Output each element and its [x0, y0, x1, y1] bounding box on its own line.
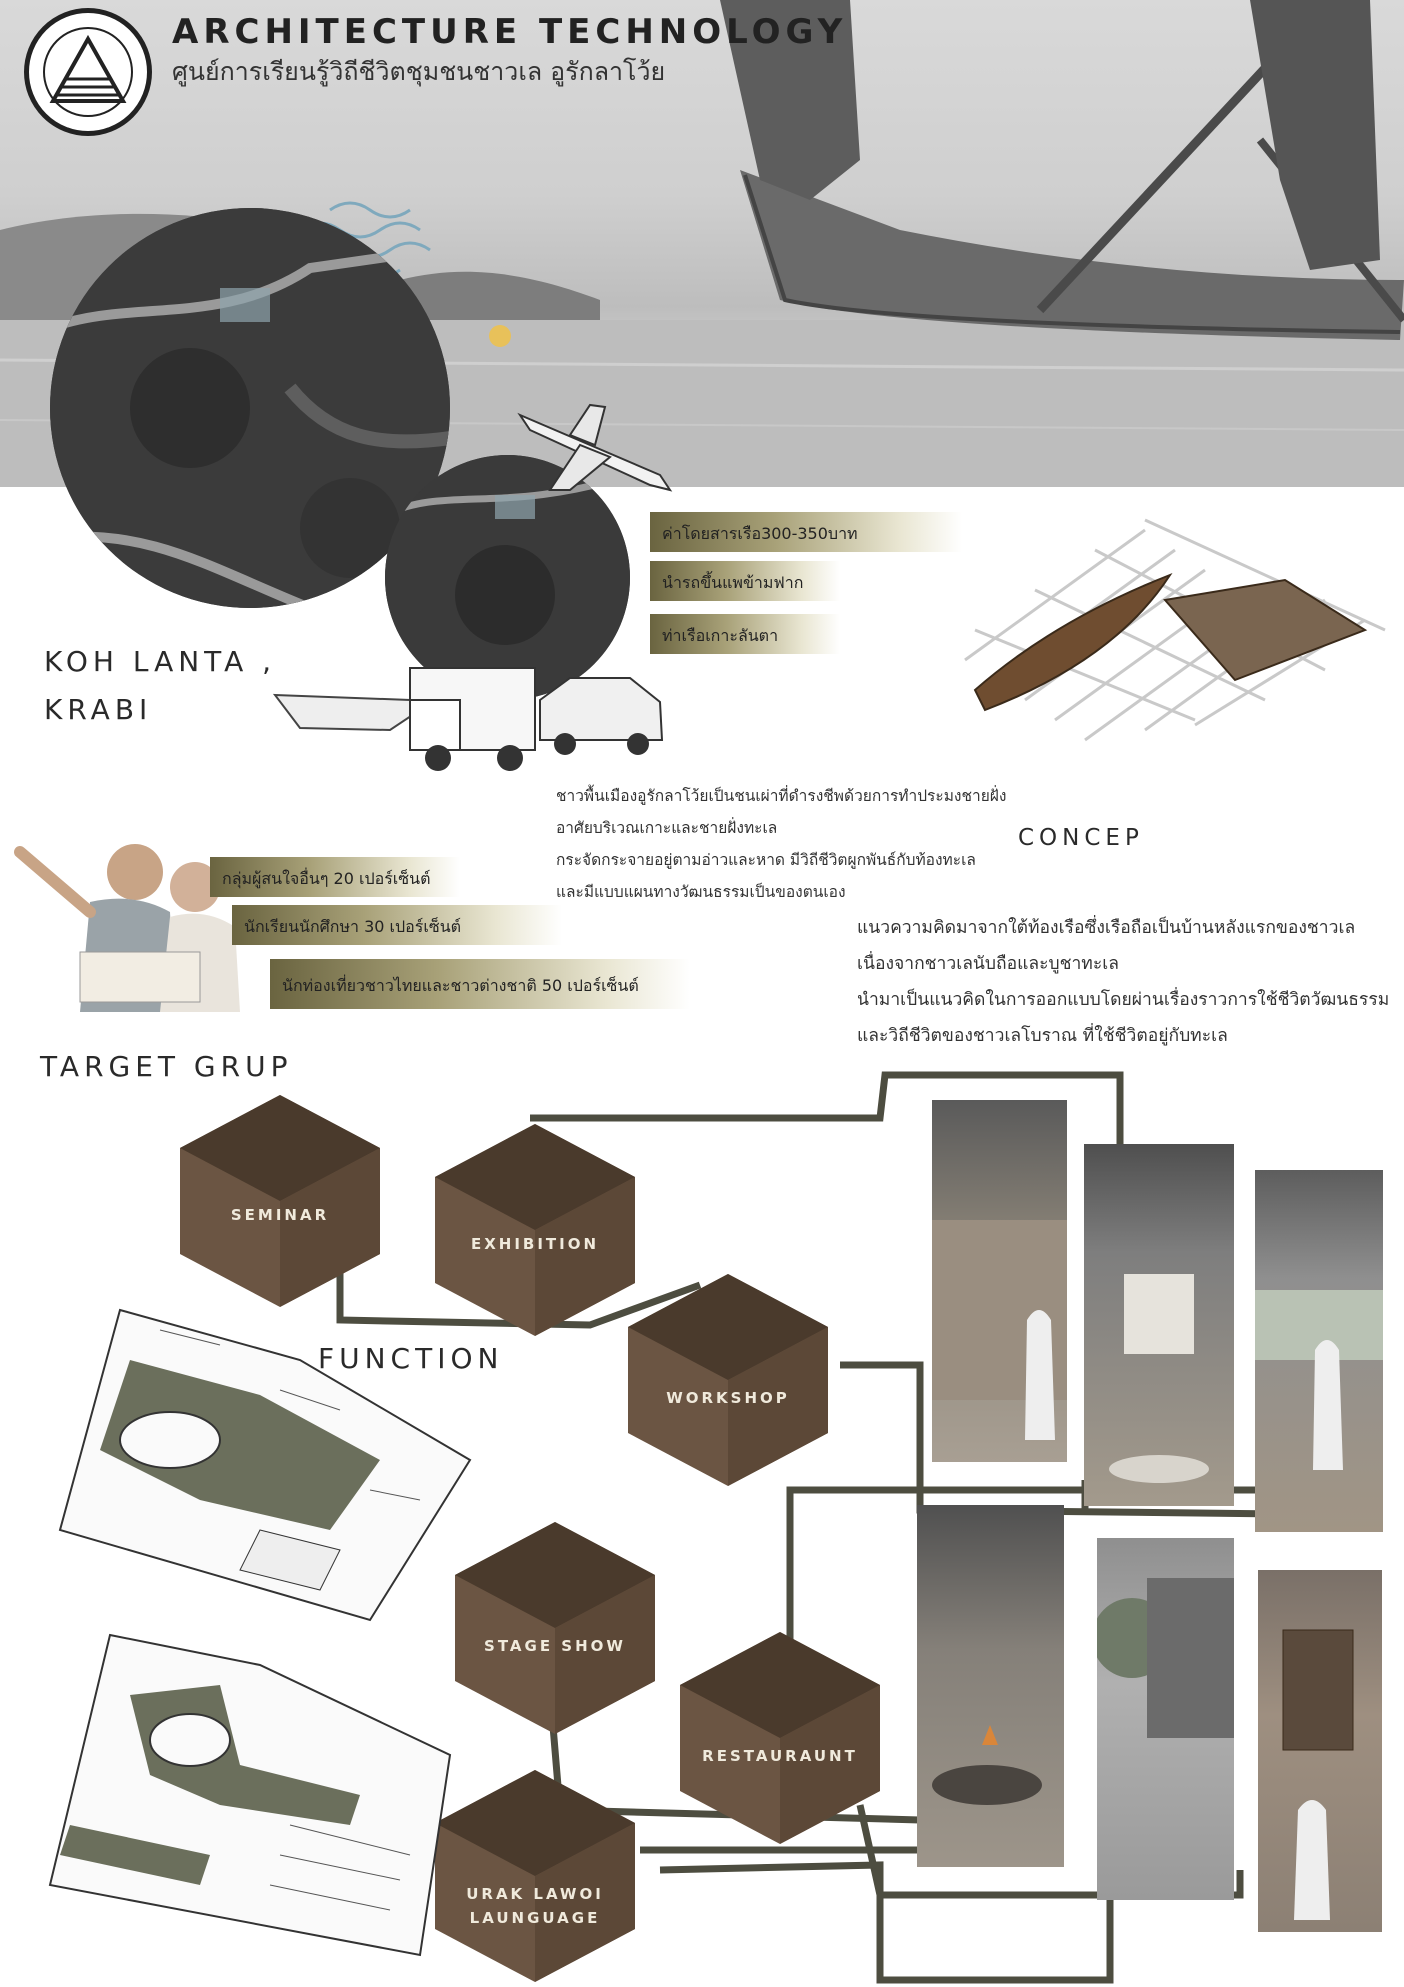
- description-line-3: กระจัดกระจายอยู่ตามอ่าวและหาด มีวิถีชีวิตผูกพันธ์กับท้องทะเล: [556, 851, 976, 869]
- interior-render-2: [1084, 1144, 1234, 1506]
- target-banner-1: [210, 857, 460, 897]
- stage-show-label: STAGE SHOW: [484, 1637, 626, 1655]
- description-line-4: และมีแบบแผนทางวัฒนธรรมเป็นของตนเอง: [556, 883, 846, 901]
- interior-render-6: [1258, 1570, 1382, 1932]
- target-banner-2: [232, 905, 562, 945]
- target-title: TARGET GRUP: [40, 1050, 293, 1083]
- airplane-icon: [510, 395, 680, 505]
- concept-title: CONCEP: [1018, 825, 1144, 851]
- target-text-1: กลุ่มผู้สนใจอื่นๆ 20 เปอร์เซ็นต์: [222, 869, 431, 888]
- vehicles-illustration: [270, 640, 670, 780]
- transport-banner-3: [650, 614, 840, 654]
- interior-render-3: [1255, 1170, 1383, 1532]
- description-line-2: อาศัยบริเวณเกาะและชายฝั่งทะเล: [556, 819, 778, 837]
- target-text-2: นักเรียนนักศึกษา 30 เปอร์เซ็นต์: [244, 917, 462, 936]
- location-title-line1: KOH LANTA ,: [44, 645, 277, 678]
- transport-banner-2: [650, 561, 840, 601]
- interior-render-5: [1097, 1538, 1234, 1900]
- workshop-label: WORKSHOP: [666, 1389, 790, 1407]
- location-title-line2: KRABI: [44, 693, 153, 726]
- urak-lawoi-language-label: URAK LAWOI LAUNGUAGE: [466, 1885, 604, 1927]
- function-title: FUNCTION: [318, 1342, 504, 1375]
- restaurant-label: RESTAURAUNT: [702, 1747, 858, 1765]
- floor-plan-level-2: [30, 1625, 480, 1975]
- seminar-label: SEMINAR: [230, 1206, 330, 1224]
- exhibition-label: EXHIBITION: [470, 1235, 600, 1253]
- location-description: [556, 780, 1006, 908]
- interior-render-1: [932, 1100, 1067, 1462]
- concept-line-1: แนวความคิดมาจากใต้ท้องเรือซึ่งเรือถือเป็นบ้านหลังแรกของชาวเล: [857, 918, 1356, 938]
- transport-text-3: ท่าเรือเกาะลันตา: [662, 626, 779, 645]
- concept-text: [857, 910, 1389, 1054]
- seal-triangle-icon: [45, 29, 131, 115]
- concept-line-4: และวิถีชีวิตของชาวเลโบราณ ที่ใช้ชีวิตอยู่กับทะเล: [857, 1026, 1228, 1046]
- concept-line-3: นำมาเป็นแนวคิดในการออกแบบโดยผ่านเรื่องราวการใช้ชีวิตวัฒนธรรม: [857, 990, 1390, 1010]
- transport-text-1: ค่าโดยสารเรือ300-350บาท: [662, 524, 858, 543]
- boat-lattice-concept-model: [945, 510, 1390, 750]
- page-title: ARCHITECTURE TECHNOLOGY: [172, 12, 848, 52]
- faculty-seal-logo: [24, 8, 152, 136]
- interior-render-4: [917, 1505, 1064, 1867]
- transport-banner-1: [650, 512, 962, 552]
- target-text-3: นักท่องเที่ยวชาวไทยและชาวต่างชาติ 50 เปอร์เซ็นต์: [282, 976, 639, 995]
- function-hex-stage-show[interactable]: [455, 1522, 655, 1738]
- hexagon-block-icon: [628, 1274, 828, 1486]
- transport-text-2: นำรถขึ้นแพข้ามฟาก: [662, 573, 804, 592]
- description-line-1: ชาวพื้นเมืองอูรักลาโว้ยเป็นชนเผ่าที่ดำรงชีพด้วยการทำประมงชายฝั่ง: [556, 787, 1007, 805]
- function-hex-seminar[interactable]: [180, 1095, 380, 1311]
- hexagon-block-icon: [680, 1632, 880, 1844]
- function-hex-restaurant[interactable]: [680, 1632, 880, 1848]
- page-subtitle: ศูนย์การเรียนรู้วิถีชีวิตชุมชนชาวเล อูรักลาโว้ย: [172, 57, 666, 86]
- hexagon-block-icon: [180, 1095, 380, 1307]
- hexagon-block-icon: [455, 1522, 655, 1734]
- floor-plan-level-1: [40, 1300, 485, 1630]
- target-banner-3: [270, 959, 690, 1009]
- function-hex-workshop[interactable]: [628, 1274, 828, 1490]
- concept-line-2: เนื่องจากชาวเลนับถือและบูชาทะเล: [857, 954, 1119, 974]
